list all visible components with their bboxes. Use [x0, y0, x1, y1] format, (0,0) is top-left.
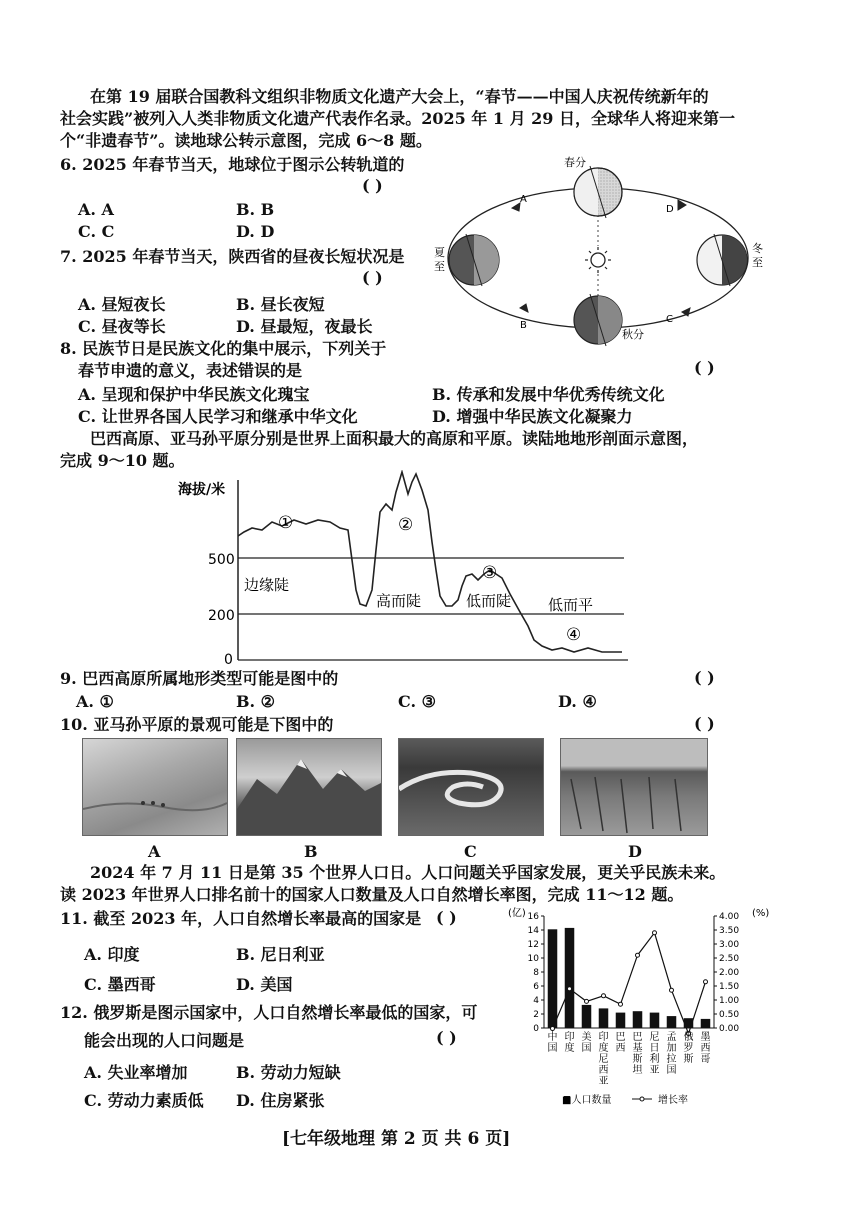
chart-category-label: 巴: [615, 1032, 626, 1043]
chart-right-tick-label: 3.50: [719, 926, 740, 936]
q12-stem-line1: 12. 俄罗斯是图示国家中，人口自然增长率最低的国家，可: [60, 1003, 478, 1022]
chart-right-tick-label: 0.50: [719, 1010, 740, 1020]
q9-option-b[interactable]: B. ②: [236, 692, 276, 711]
q10-answer-paren[interactable]: ( ): [694, 714, 715, 733]
landscape-image-a-desert[interactable]: [82, 738, 228, 836]
q12-stem-line2: 能会出现的人口问题是: [84, 1031, 245, 1050]
chart-left-tick-label: 14: [527, 926, 539, 936]
orbit-label-a: A: [520, 194, 527, 205]
intro2-line2: 完成 9～10 题。: [60, 451, 185, 470]
chart-growth-rate-point: [585, 999, 589, 1003]
chart-bar-population: [701, 1019, 711, 1028]
q8-option-c[interactable]: C. 让世界各国人民学习和继承中华文化: [78, 407, 358, 426]
q8-option-a[interactable]: A. 呈现和保护中华民族文化瑰宝: [78, 385, 310, 404]
intro3-line2: 读 2023 年世界人口排名前十的国家人口数量及人口自然增长率图，完成 11～12 题。: [60, 885, 684, 904]
chart-right-unit: (%): [752, 908, 770, 919]
chart-growth-rate-point: [670, 988, 674, 992]
q9-answer-paren[interactable]: ( ): [694, 668, 715, 687]
landscape-image-d-plateau[interactable]: [560, 738, 708, 836]
chart-category-label: 印: [598, 1032, 609, 1043]
chart-category-label: 美: [581, 1032, 592, 1043]
q12-option-b[interactable]: B. 劳动力短缺: [236, 1063, 341, 1082]
profile-label-high-steep: 高而陡: [376, 592, 422, 610]
orbit-label-b: B: [520, 320, 527, 331]
landscape-caption-a: A: [148, 842, 161, 861]
orbit-label-c: C: [666, 314, 673, 325]
chart-growth-rate-point: [704, 980, 708, 984]
earth-summer-solstice: [449, 234, 499, 286]
q8-option-d[interactable]: D. 增强中华民族文化凝聚力: [432, 407, 633, 426]
chart-left-tick-label: 10: [527, 954, 539, 964]
chart-category-label: 巴: [632, 1032, 643, 1043]
chart-category-label: 孟: [666, 1032, 677, 1043]
q11-answer-paren[interactable]: ( ): [436, 908, 457, 927]
profile-ylabel: 海拔/米: [178, 482, 226, 498]
earth-autumn-equinox: [574, 294, 622, 346]
chart-category-label: 墨: [700, 1032, 711, 1043]
chart-bar-population: [667, 1016, 677, 1028]
chart-growth-rate-point: [619, 1002, 623, 1006]
profile-tick-200: 200: [208, 608, 235, 624]
orbit-spring-label: 春分: [564, 156, 586, 169]
chart-category-label: 国: [547, 1043, 558, 1054]
chart-category-label: 度: [564, 1043, 575, 1054]
profile-mark-3: ③: [482, 563, 498, 583]
landscape-caption-d: D: [628, 842, 642, 861]
q10-stem: 10. 亚马孙平原的景观可能是下图中的: [60, 715, 334, 734]
terrain-profile-line: [238, 472, 622, 652]
orbit-arrow-b: [520, 304, 528, 312]
profile-tick-0: 0: [224, 652, 233, 668]
q6-answer-paren[interactable]: ( ): [362, 176, 383, 195]
chart-category-label: 日: [649, 1043, 660, 1054]
orbit-label-d: D: [666, 204, 674, 215]
sun-icon: [585, 247, 611, 273]
chart-bar-population: [599, 1008, 609, 1028]
q9-option-c[interactable]: C. ③: [398, 692, 436, 711]
orbit-arrow-d: [678, 200, 686, 210]
q11-option-b[interactable]: B. 尼日利亚: [236, 945, 325, 964]
q7-option-d[interactable]: D. 昼最短，夜最长: [236, 317, 373, 336]
chart-left-tick-label: 6: [533, 982, 539, 992]
q12-answer-paren[interactable]: ( ): [436, 1028, 457, 1047]
profile-tick-500: 500: [208, 552, 235, 568]
chart-left-tick-label: 0: [533, 1024, 539, 1034]
chart-right-tick-label: 1.00: [719, 996, 740, 1006]
orbit-arrow-a: [512, 203, 520, 211]
landscape-image-c-meandering-river[interactable]: [398, 738, 544, 836]
chart-growth-rate-point: [551, 1027, 555, 1031]
chart-left-tick-label: 2: [533, 1010, 539, 1020]
chart-right-tick-label: 1.50: [719, 982, 740, 992]
orbit-summer-label-1: 夏: [434, 246, 445, 259]
q8-option-b[interactable]: B. 传承和发展中华优秀传统文化: [432, 385, 665, 404]
q11-stem: 11. 截至 2023 年，人口自然增长率最高的国家是: [60, 909, 422, 928]
intro1-line3: 个“非遗春节”。读地球公转示意图，完成 6～8 题。: [60, 131, 432, 150]
chart-category-label: 哥: [700, 1054, 711, 1065]
chart-category-label: 坦: [632, 1065, 643, 1076]
q11-option-a[interactable]: A. 印度: [84, 945, 140, 964]
q6-option-d[interactable]: D. D: [236, 222, 275, 241]
chart-right-tick-label: 2.50: [719, 954, 740, 964]
intro2-line1: 巴西高原、亚马孙平原分别是世界上面积最大的高原和平原。读陆地地形剖面示意图，: [90, 429, 699, 448]
q11-option-c[interactable]: C. 墨西哥: [84, 975, 156, 994]
earth-orbit-diagram: [420, 150, 780, 350]
chart-category-label: 基: [632, 1043, 643, 1054]
chart-right-tick-label: 4.00: [719, 912, 740, 922]
orbit-winter-label-1: 冬: [752, 242, 763, 255]
chart-left-tick-label: 8: [533, 968, 539, 978]
q9-stem: 9. 巴西高原所属地形类型可能是图中的: [60, 669, 339, 688]
chart-bar-population: [565, 928, 575, 1028]
chart-category-label: 加: [666, 1043, 677, 1054]
intro1-line1: 在第 19 届联合国教科文组织非物质文化遗产大会上，“春节——中国人庆祝传统新年的: [90, 87, 709, 106]
chart-bar-population: [650, 1013, 660, 1028]
chart-category-label: 尼: [598, 1054, 609, 1065]
q9-option-d[interactable]: D. ④: [558, 692, 597, 711]
chart-right-tick-label: 0.00: [719, 1024, 740, 1034]
earth-winter-solstice: [697, 234, 747, 286]
terrain-profile-diagram: [170, 470, 640, 668]
q6-option-b[interactable]: B. B: [236, 200, 275, 219]
chart-category-label: 亚: [598, 1076, 609, 1087]
chart-category-label: 拉: [666, 1054, 677, 1065]
chart-category-label: 中: [547, 1032, 558, 1043]
q6-stem: 6. 2025 年春节当天，地球位于图示公转轨道的: [60, 155, 405, 174]
chart-bar-population: [582, 1005, 592, 1028]
earth-spring-equinox: [574, 166, 622, 218]
chart-right-tick-label: 2.00: [719, 968, 740, 978]
chart-left-tick-label: 16: [527, 912, 539, 922]
profile-label-low-steep: 低而陡: [466, 592, 512, 610]
profile-mark-2: ②: [398, 515, 414, 535]
intro1-line2: 社会实践”被列入人类非物质文化遗产代表作名录。2025 年 1 月 29 日，全球华人将迎来第一: [60, 109, 735, 128]
landscape-caption-b: B: [304, 842, 318, 861]
q7-option-a[interactable]: A. 昼短夜长: [78, 295, 166, 314]
page-footer: [七年级地理 第 2 页 共 6 页]: [282, 1129, 511, 1149]
q7-answer-paren[interactable]: ( ): [362, 268, 383, 287]
chart-category-label: 斯: [683, 1054, 694, 1065]
q7-stem: 7. 2025 年春节当天，陕西省的昼夜长短状况是: [60, 247, 405, 266]
chart-left-tick-label: 12: [527, 940, 539, 950]
chart-left-unit: (亿): [508, 908, 526, 919]
q8-stem-line1: 8. 民族节日是民族文化的集中展示，下列关于: [60, 339, 387, 358]
q6-option-c[interactable]: C. C: [78, 222, 115, 241]
q8-answer-paren[interactable]: ( ): [694, 358, 715, 377]
chart-bar-population: [616, 1013, 626, 1028]
chart-category-label: 亚: [649, 1065, 660, 1076]
chart-category-label: 国: [666, 1065, 677, 1076]
q11-option-d[interactable]: D. 美国: [236, 975, 293, 994]
chart-category-label: 印: [564, 1032, 575, 1043]
orbit-arrow-c: [682, 308, 690, 316]
chart-left-tick-label: 4: [533, 996, 539, 1006]
q12-option-d[interactable]: D. 住房紧张: [236, 1091, 325, 1110]
legend-bar-label: ■人口数量: [562, 1095, 612, 1106]
chart-category-label: 国: [581, 1043, 592, 1054]
q12-option-c[interactable]: C. 劳动力素质低: [84, 1091, 204, 1110]
chart-category-label: 度: [598, 1043, 609, 1054]
orbit-summer-label-2: 至: [434, 260, 445, 273]
profile-label-edge-steep: 边缘陡: [244, 576, 290, 594]
profile-mark-4: ④: [566, 625, 582, 645]
chart-category-label: 西: [700, 1043, 711, 1054]
orbit-winter-label-2: 至: [752, 256, 763, 269]
q6-option-a[interactable]: A. A: [78, 200, 114, 219]
chart-category-label: 尼: [649, 1032, 660, 1043]
q9-option-a[interactable]: A. ①: [76, 692, 114, 711]
population-chart: [500, 902, 780, 1112]
q8-stem-line2: 春节申遗的意义，表述错误的是: [78, 361, 303, 380]
profile-label-low-flat: 低而平: [548, 596, 594, 614]
chart-bar-population: [548, 929, 558, 1028]
chart-growth-rate-point: [653, 931, 657, 935]
chart-category-label: 利: [649, 1054, 660, 1065]
orbit-autumn-label: 秋分: [622, 328, 644, 341]
q7-option-c[interactable]: C. 昼夜等长: [78, 317, 166, 336]
landscape-image-b-mountains[interactable]: [236, 738, 382, 836]
q7-option-b[interactable]: B. 昼长夜短: [236, 295, 325, 314]
chart-growth-rate-point: [636, 953, 640, 957]
chart-category-label: 西: [598, 1065, 609, 1076]
chart-right-tick-label: 3.00: [719, 940, 740, 950]
legend-line-label: 增长率: [658, 1095, 688, 1106]
chart-category-label: 斯: [632, 1054, 643, 1065]
chart-category-label: 西: [615, 1043, 626, 1054]
chart-growth-rate-point: [602, 994, 606, 998]
intro3-line1: 2024 年 7 月 11 日是第 35 个世界人口日。人口问题关乎国家发展，更关乎民族未来。: [90, 863, 726, 882]
chart-growth-rate-point: [568, 987, 572, 991]
chart-category-label: 罗: [683, 1043, 694, 1054]
chart-category-label: 俄: [683, 1032, 694, 1043]
chart-growth-rate-line: [553, 933, 706, 1034]
chart-bar-population: [633, 1011, 643, 1028]
profile-mark-1: ①: [278, 513, 294, 533]
q12-option-a[interactable]: A. 失业率增加: [84, 1063, 188, 1082]
landscape-caption-c: C: [464, 842, 477, 861]
